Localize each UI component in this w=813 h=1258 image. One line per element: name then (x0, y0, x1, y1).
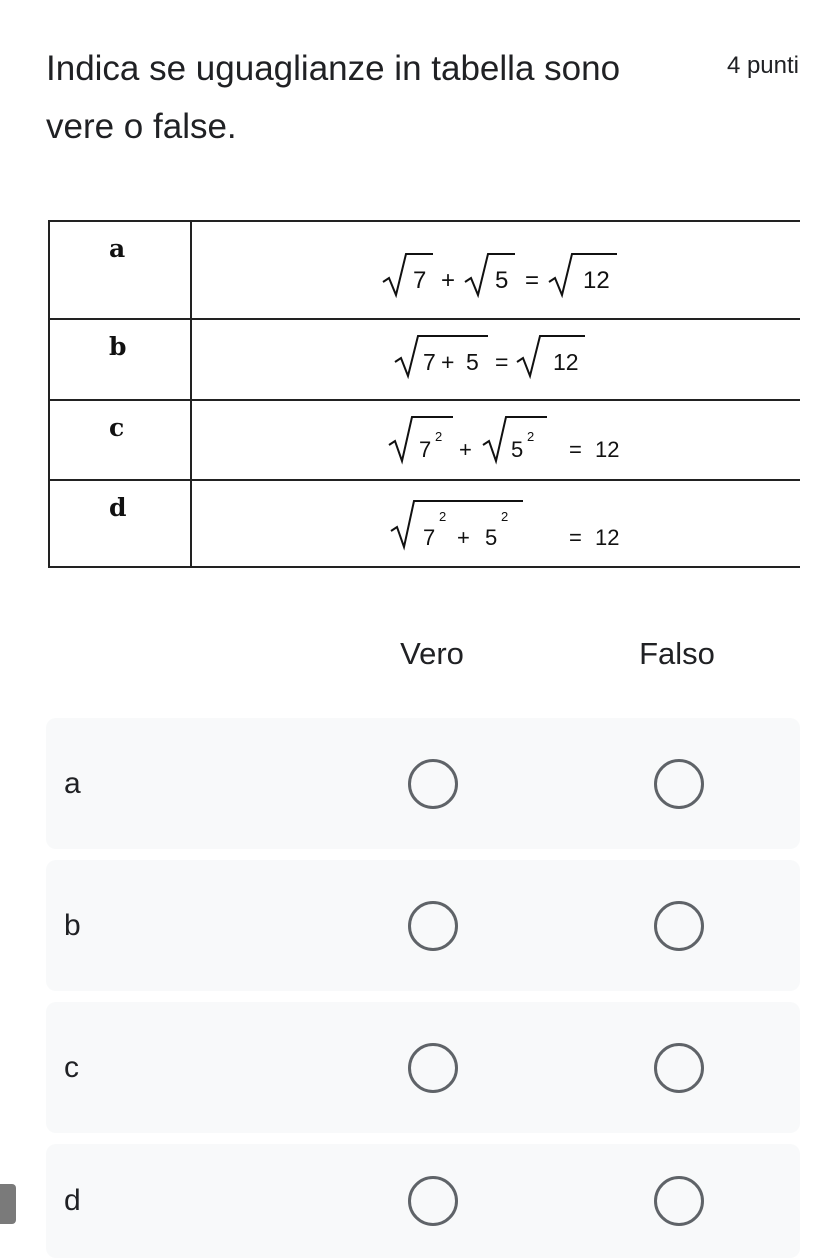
row-letter: c (109, 413, 125, 442)
grid-row-a (46, 718, 800, 849)
equation-table-image (48, 220, 800, 568)
row-label: d (64, 1184, 81, 1217)
table-row (50, 222, 800, 320)
radio-c-vero[interactable] (408, 1043, 458, 1093)
radio-b-falso[interactable] (654, 901, 704, 951)
formula-b (193, 320, 800, 399)
row-letter: d (109, 493, 127, 522)
row-letter: a (109, 234, 126, 263)
formula-d (193, 481, 800, 566)
svg-text:2: 2 (501, 509, 509, 524)
radio-d-vero[interactable] (408, 1176, 458, 1226)
table-row (50, 320, 800, 401)
svg-text:12: 12 (595, 437, 620, 462)
svg-text:12: 12 (595, 525, 620, 550)
column-header-vero: Vero (400, 636, 464, 671)
svg-text:12: 12 (583, 267, 610, 294)
svg-text:5: 5 (495, 267, 509, 294)
svg-text:7: 7 (419, 437, 432, 462)
grid-row-d (46, 1144, 800, 1258)
svg-text:+: + (441, 267, 456, 294)
formula-a (193, 222, 800, 318)
svg-text:2: 2 (439, 509, 447, 524)
svg-text:5: 5 (511, 437, 524, 462)
grid-row-c (46, 1002, 800, 1133)
points-label: 4 punti (726, 52, 799, 79)
drag-handle[interactable] (0, 1184, 16, 1224)
radio-a-vero[interactable] (408, 759, 458, 809)
svg-text:7: 7 (423, 525, 436, 550)
grid-row-b (46, 860, 800, 991)
svg-text:2: 2 (435, 429, 443, 444)
svg-text:+: + (457, 525, 470, 550)
radio-d-falso[interactable] (654, 1176, 704, 1226)
row-label: b (64, 908, 81, 942)
svg-text:12: 12 (553, 349, 579, 375)
radio-b-vero[interactable] (408, 901, 458, 951)
svg-text:=: = (569, 525, 582, 550)
radio-c-falso[interactable] (654, 1043, 704, 1093)
svg-text:+: + (459, 437, 472, 462)
svg-text:5: 5 (466, 349, 479, 375)
row-letter: b (109, 332, 127, 361)
row-label: c (64, 1050, 79, 1084)
svg-text:=: = (569, 437, 582, 462)
radio-a-falso[interactable] (654, 759, 704, 809)
svg-text:+: + (441, 349, 455, 375)
svg-text:=: = (525, 267, 540, 294)
table-row (50, 481, 800, 566)
question-title: Indica se uguaglianze in tabella sono vere o false. (46, 49, 621, 146)
formula-c (193, 401, 800, 479)
svg-text:2: 2 (527, 429, 535, 444)
column-header-falso: Falso (639, 636, 715, 671)
table-row (50, 401, 800, 481)
svg-text:7: 7 (423, 349, 436, 375)
svg-text:5: 5 (485, 525, 498, 550)
svg-text:7: 7 (413, 267, 427, 294)
svg-text:=: = (495, 349, 509, 375)
row-label: a (64, 766, 81, 800)
